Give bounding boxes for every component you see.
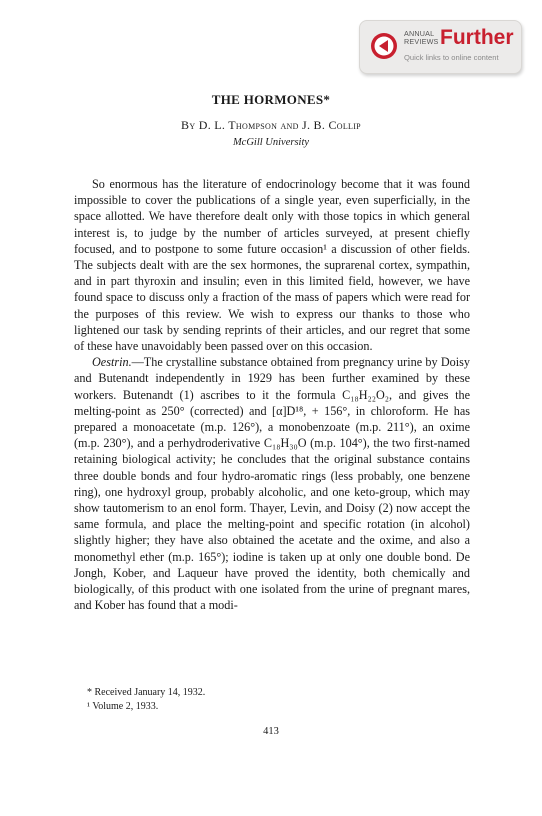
footnote-received: * Received January 14, 1932. [87, 687, 206, 698]
footnotes [87, 686, 467, 714]
footnote-volume: ¹ Volume 2, 1933. [87, 701, 159, 712]
further-sublabel: Quick links to online content [404, 53, 499, 62]
article-title: THE HORMONES* [211, 92, 331, 107]
article-authors: By D. L. Thompson and J. B. Collip [181, 118, 361, 132]
paragraph-oestrin-text: —The crystalline substance obtained from pregnancy urine by Doisy and Butenandt independently in 1929 has been further examined by these workers. Butenandt (1) ascribes to it the formula C₁₈H₂₂O₂, and gives the melting-point as 250° (corrected) and [α]D¹⁸, + 156°, in chloroform. He has prepared a monoacetate (m.p. 126°), a monobenzoate (m.p. 211°), an oxime (m.p. 230°), and a perhydroderivative C₁₈H₃₀O (m.p. 104°), the two first-named retaining biological activity; he concludes that the original substance contains three double bonds and four hydro-aromatic rings (less probably, one benzene ring), one hydroxyl group, probably alcoholic, and one keto-group, which may show tautomerism to an enol form. Thayer, Levin, and Doisy (2) now accept the same formula, and place the melting-point and specific rotation (in alcohol) slightly higher; they have also obtained the acetate and the oxime, and also a monomethyl ether (m.p. 165°); iodine is taken up at only one double bond. De Jongh, Kober, and Laqueur have proved the identity, both chemically and biologically, of this product with one isolated from the urine of pregnant mares, and Kober has found that a modi- [74, 355, 470, 613]
further-badge[interactable] [359, 20, 522, 74]
page-number: 413 [263, 726, 279, 737]
annual-reviews-logo-text: ANNUAL REVIEWS [404, 29, 439, 46]
further-label: Further [440, 26, 514, 49]
paragraph-intro: So enormous has the literature of endocrinology become that it was found impossible to cover the publications of a single year, even superficially, in the space allotted. We have therefore dealt only with those topics in which general interest is, to judge by the number of articles surveyed, at present chiefly focused, and to postpone to some future occasion¹ a discussion of other fields. The subjects dealt with are the sex hormones, the suprarenal cortex, sympathin, and in part thyroxin and insulin; even in this limited field, however, we have found space to discuss only a fraction of the mass of papers which were read for the purposes of this review. We wish to express our thanks to those who lightened our task by sending reprints of their articles, and our regret that some of these have unavoidably been passed over on this occasion. [74, 177, 470, 354]
play-arrow-icon [370, 32, 398, 60]
section-heading-oestrin: Oestrin. [92, 355, 132, 370]
article-body [74, 176, 470, 613]
paragraph-oestrin [74, 354, 470, 613]
article-affiliation: McGill University [232, 137, 310, 148]
